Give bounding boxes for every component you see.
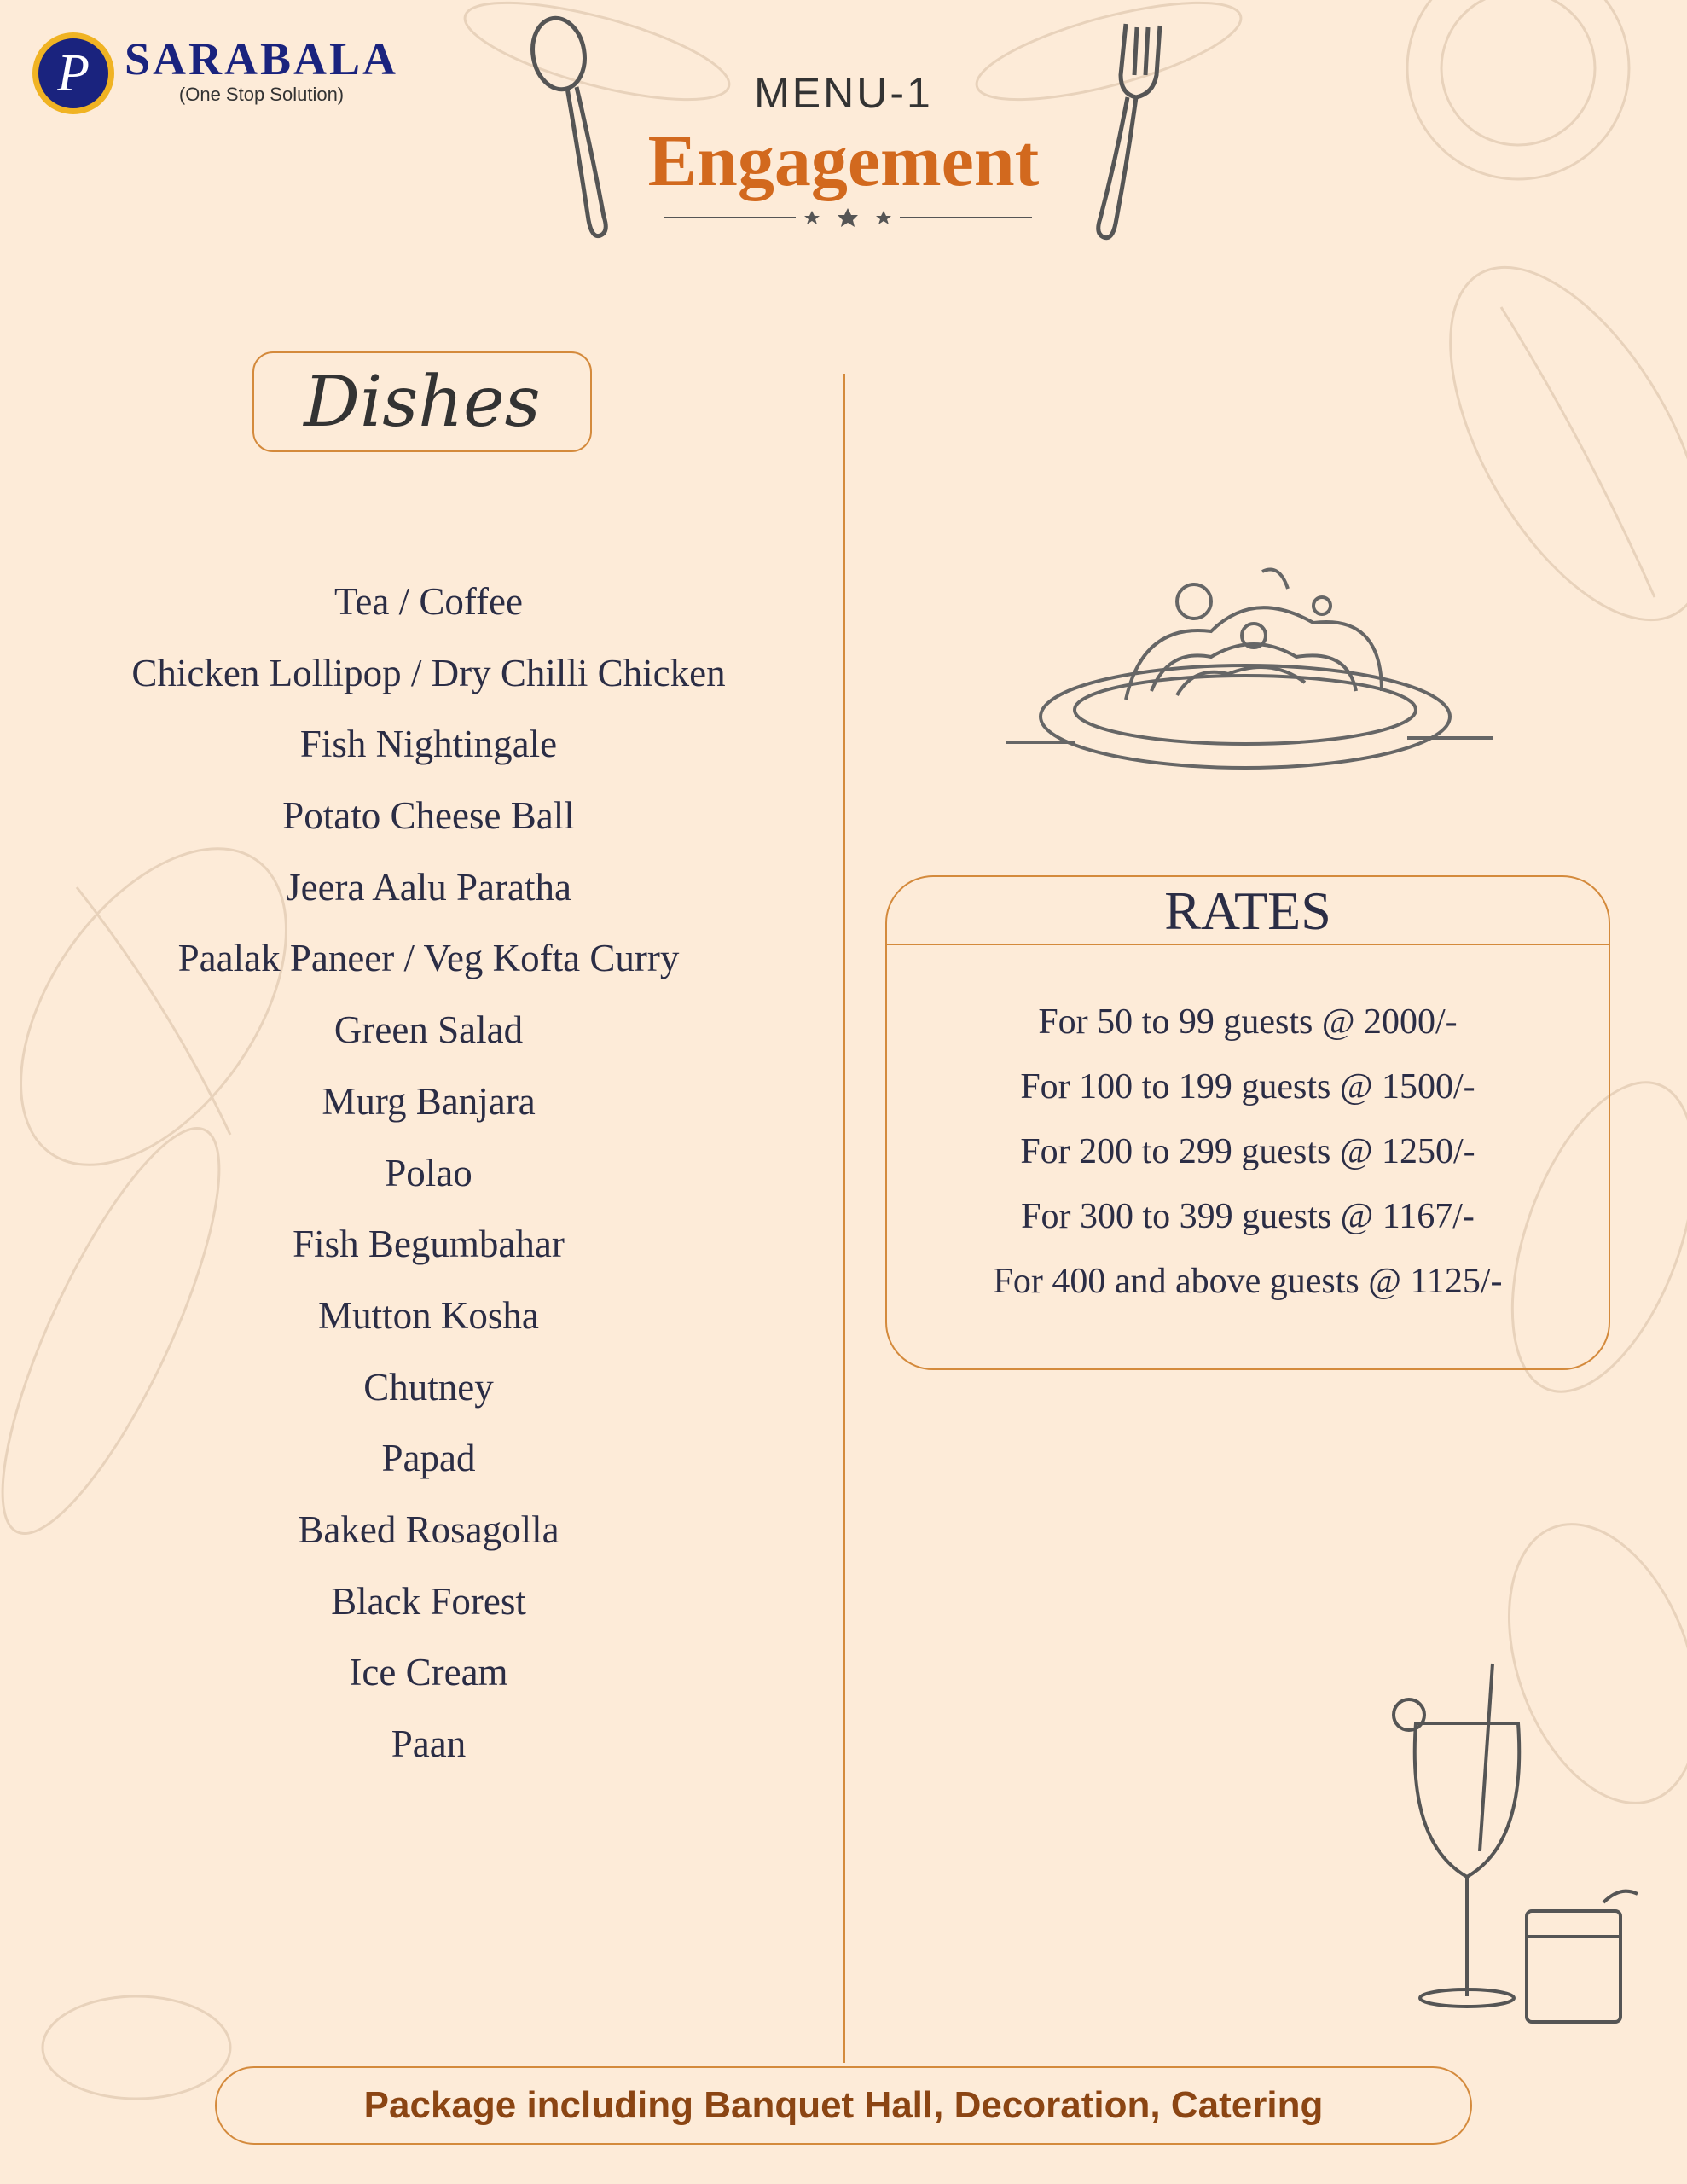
list-item: Mutton Kosha <box>318 1293 539 1337</box>
list-item: Chutney <box>363 1365 494 1409</box>
list-item: Paalak Paneer / Veg Kofta Curry <box>177 937 680 980</box>
list-item: Fish Nightingale <box>299 723 558 766</box>
pasta-plate-icon <box>998 555 1501 793</box>
logo-emblem-icon: P <box>32 32 114 114</box>
list-item: Paan <box>391 1722 467 1765</box>
list-item: Polao <box>385 1151 472 1194</box>
column-divider <box>843 374 845 2063</box>
rates-list <box>887 996 1609 1321</box>
list-item: Chicken Lollipop / Dry Chilli Chicken <box>131 651 726 694</box>
list-item: Ice Cream <box>349 1651 508 1694</box>
list-item: Papad <box>381 1437 476 1480</box>
list-item: Tea / Coffee <box>334 580 523 623</box>
menu-label: MENU-1 <box>754 69 933 117</box>
list-item: Black Forest <box>331 1579 526 1623</box>
list-item: Potato Cheese Ball <box>282 794 575 838</box>
stars-divider-icon <box>664 205 1032 230</box>
package-footer: Package including Banquet Hall, Decoration, Catering <box>215 2066 1472 2145</box>
dishes-heading: Dishes <box>252 351 592 452</box>
rate-item: For 200 to 299 guests @ 1250/- <box>1020 1132 1475 1171</box>
rates-panel <box>885 875 1610 1370</box>
rate-item: For 400 and above guests @ 1125/- <box>993 1262 1503 1301</box>
list-item: Baked Rosagolla <box>298 1507 559 1551</box>
list-item: Fish Begumbahar <box>293 1223 565 1266</box>
brand-tagline: (One Stop Solution) <box>178 84 345 105</box>
list-item: Murg Banjara <box>322 1079 536 1123</box>
drinks-icon <box>1390 1647 1655 2030</box>
rate-item: For 300 to 399 guests @ 1167/- <box>1021 1197 1475 1236</box>
page-title: Engagement <box>647 119 1040 201</box>
list-item: Green Salad <box>333 1008 524 1052</box>
rate-item: For 50 to 99 guests @ 2000/- <box>1038 1002 1458 1042</box>
dish-list <box>51 572 806 1786</box>
list-item: Jeera Aalu Paratha <box>286 865 571 909</box>
brand-name: SARABALA <box>125 33 399 84</box>
rate-item: For 100 to 199 guests @ 1500/- <box>1020 1067 1475 1107</box>
rates-heading: RATES <box>887 877 1609 945</box>
